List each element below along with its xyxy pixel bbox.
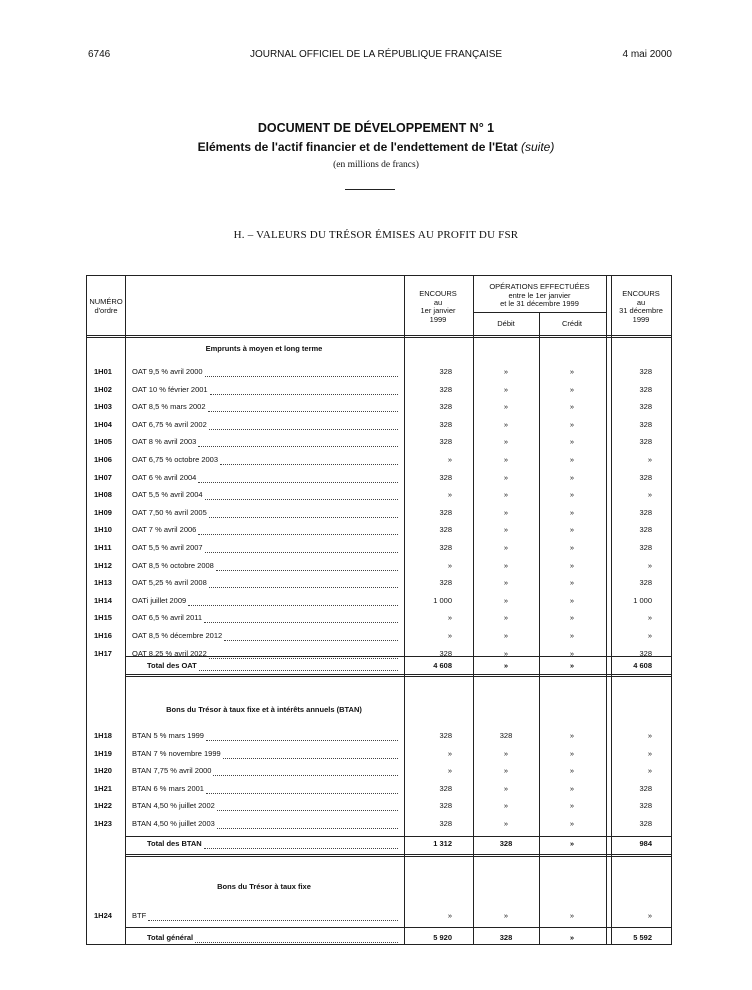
row-credit: » [569, 473, 575, 482]
row-label: OATi juillet 2009 [132, 596, 187, 605]
row-encours-fin: » [647, 631, 652, 640]
row-encours-fin: 328 [639, 437, 652, 446]
leader-dots [198, 446, 398, 448]
leader-dots [199, 670, 398, 672]
row-label: OAT 7,50 % avril 2005 [132, 508, 207, 517]
document-subtitle [0, 140, 752, 154]
page-number: 6746 [88, 49, 111, 60]
leader-dots [209, 429, 398, 431]
header-operations-line: et le 31 décembre 1999 [500, 299, 579, 308]
row-debit: » [503, 508, 509, 517]
row-number: 1H14 [94, 596, 112, 605]
header-bottom-line [87, 335, 671, 336]
total-line [125, 854, 671, 855]
leader-dots [224, 640, 398, 642]
row-encours-fin: 328 [639, 819, 652, 828]
row-number: 1H02 [94, 385, 112, 394]
row-encours-fin: 328 [639, 367, 652, 376]
row-credit: » [569, 613, 575, 622]
header-credit: Crédit [561, 319, 582, 328]
row-label: OAT 6,75 % octobre 2003 [132, 455, 219, 464]
row-encours-debut: 328 [439, 525, 452, 534]
leader-dots [217, 828, 398, 830]
row-label: OAT 8 % avril 2003 [132, 437, 197, 446]
row-label: OAT 8,5 % mars 2002 [132, 402, 206, 411]
row-encours-fin: 328 [639, 578, 652, 587]
row-encours-fin: 328 [639, 525, 652, 534]
row-debit: » [503, 596, 509, 605]
row-credit: » [569, 766, 575, 775]
row-number: 1H08 [94, 490, 112, 499]
row-encours-debut: » [447, 561, 452, 570]
total-encours-fin: 4 608 [633, 661, 652, 670]
row-encours-fin: 328 [639, 385, 652, 394]
row-encours-fin: 328 [639, 402, 652, 411]
row-label: BTAN 7 % novembre 1999 [132, 749, 221, 758]
total-label: Total général [147, 933, 194, 942]
row-debit: » [503, 385, 509, 394]
row-encours-fin: » [647, 490, 652, 499]
title-rule [345, 189, 395, 190]
row-credit: » [569, 543, 575, 552]
row-credit: » [569, 490, 575, 499]
publication-date: 4 mai 2000 [622, 49, 672, 60]
row-debit: » [503, 749, 509, 758]
row-encours-debut: » [447, 613, 452, 622]
row-number: 1H23 [94, 819, 112, 828]
leader-dots [205, 499, 398, 501]
leader-dots [208, 411, 398, 413]
row-label: OAT 8,25 % avril 2022 [132, 649, 207, 658]
row-encours-debut: 328 [439, 385, 452, 394]
row-debit: » [503, 543, 509, 552]
row-number: 1H24 [94, 911, 112, 920]
leader-dots [209, 517, 398, 519]
leader-dots [195, 942, 398, 944]
group-title: Emprunts à moyen et long terme [205, 344, 323, 353]
row-debit: » [503, 525, 509, 534]
col-divider [125, 276, 126, 944]
leader-dots [223, 758, 398, 760]
row-label: OAT 10 % février 2001 [132, 385, 208, 394]
total-debit: 328 [499, 933, 513, 942]
leader-dots [217, 810, 398, 812]
row-debit: » [503, 766, 509, 775]
row-encours-debut: 1 000 [433, 596, 452, 605]
row-label: OAT 8,5 % décembre 2012 [132, 631, 223, 640]
row-encours-debut: 328 [439, 543, 452, 552]
header-numero [86, 298, 126, 315]
row-number: 1H01 [94, 367, 112, 376]
row-number: 1H15 [94, 613, 112, 622]
row-number: 1H06 [94, 455, 112, 464]
row-credit: » [569, 385, 575, 394]
header-encours-fin-line: ENCOURS [622, 289, 660, 298]
total-credit: » [569, 661, 575, 670]
row-number: 1H09 [94, 508, 112, 517]
row-debit: » [503, 801, 509, 810]
row-debit: » [503, 819, 509, 828]
row-number: 1H03 [94, 402, 112, 411]
header-encours-debut [404, 290, 472, 324]
total-encours-debut: 5 920 [433, 933, 452, 942]
row-debit: » [503, 578, 509, 587]
header-encours-fin-line: 1999 [632, 314, 650, 324]
row-encours-fin: 328 [639, 473, 652, 482]
row-credit: » [569, 731, 575, 740]
row-credit: » [569, 801, 575, 810]
row-label: OAT 5,25 % avril 2008 [132, 578, 207, 587]
journal-title: JOURNAL OFFICIEL DE LA RÉPUBLIQUE FRANÇAISE [249, 49, 503, 60]
leader-dots [198, 534, 398, 536]
total-line [125, 836, 671, 837]
total-encours-fin: 5 592 [633, 933, 652, 942]
row-label: OAT 8,5 % octobre 2008 [132, 561, 214, 570]
row-label: BTAN 7,75 % avril 2000 [132, 766, 212, 775]
row-label: BTAN 4,50 % juillet 2003 [132, 819, 215, 828]
row-encours-fin: » [647, 455, 652, 464]
row-debit: 328 [499, 731, 513, 740]
unit-note: (en millions de francs) [333, 160, 419, 170]
row-credit: » [569, 911, 575, 920]
row-credit: » [569, 525, 575, 534]
row-encours-fin: » [647, 731, 652, 740]
row-encours-fin: 328 [639, 508, 652, 517]
header-encours-debut-line: ENCOURS [419, 289, 457, 298]
row-label: BTF [132, 911, 147, 920]
header-operations-line: OPÉRATIONS EFFECTUÉES [489, 282, 590, 291]
row-encours-fin: » [647, 749, 652, 758]
row-encours-debut: » [447, 766, 452, 775]
header-subline [473, 312, 606, 313]
row-label: OAT 5,5 % avril 2004 [132, 490, 203, 499]
row-label: OAT 6,75 % avril 2002 [132, 420, 207, 429]
row-number: 1H05 [94, 437, 112, 446]
row-encours-fin: » [647, 911, 652, 920]
row-encours-debut: 328 [439, 801, 452, 810]
leader-dots [204, 848, 398, 850]
row-credit: » [569, 578, 575, 587]
leader-dots [209, 658, 398, 660]
row-credit: » [569, 402, 575, 411]
total-encours-fin: 984 [639, 839, 652, 848]
row-debit: » [503, 613, 509, 622]
document-title: DOCUMENT DE DÉVELOPPEMENT N° 1 [257, 121, 495, 135]
row-debit: » [503, 455, 509, 464]
row-encours-debut: 328 [439, 578, 452, 587]
row-number: 1H10 [94, 525, 112, 534]
row-label: OAT 6 % avril 2004 [132, 473, 197, 482]
header-numero-line: NUMÉRO [89, 297, 123, 306]
row-number: 1H12 [94, 561, 112, 570]
row-debit: » [503, 367, 509, 376]
row-encours-fin: 1 000 [633, 596, 652, 605]
section-title: H. – VALEURS DU TRÉSOR ÉMISES AU PROFIT DU FSR [233, 229, 519, 241]
row-encours-debut: » [447, 455, 452, 464]
group-title: Bons du Trésor à taux fixe et à intérêts annuels (BTAN) [166, 705, 362, 714]
row-credit: » [569, 508, 575, 517]
row-encours-debut: 328 [439, 649, 452, 658]
header-encours-debut-line: 1er janvier [420, 306, 456, 315]
row-encours-debut: 328 [439, 819, 452, 828]
row-credit: » [569, 649, 575, 658]
row-debit: » [503, 649, 509, 658]
row-encours-fin: 328 [639, 543, 652, 552]
leader-dots [216, 570, 398, 572]
row-debit: » [503, 490, 509, 499]
row-credit: » [569, 367, 575, 376]
row-debit: » [503, 473, 509, 482]
total-credit: » [569, 839, 575, 848]
subtitle-text: Eléments de l'actif financier et de l'endettement de l'Etat [197, 140, 518, 154]
row-encours-fin: 328 [639, 784, 652, 793]
row-encours-debut: » [447, 631, 452, 640]
row-credit: » [569, 420, 575, 429]
leader-dots [209, 587, 398, 589]
row-label: OAT 7 % avril 2006 [132, 525, 197, 534]
row-label: BTAN 6 % mars 2001 [132, 784, 204, 793]
row-label: BTAN 4,50 % juillet 2002 [132, 801, 215, 810]
total-line [125, 674, 671, 675]
row-encours-fin: » [647, 561, 652, 570]
row-encours-debut: 328 [439, 420, 452, 429]
row-debit: » [503, 911, 509, 920]
row-credit: » [569, 455, 575, 464]
row-label: OAT 6,5 % avril 2011 [132, 613, 203, 622]
row-debit: » [503, 402, 509, 411]
col-divider [606, 276, 607, 944]
header-numero-line: d'ordre [94, 305, 118, 315]
row-encours-debut: 328 [439, 473, 452, 482]
leader-dots [205, 376, 398, 378]
row-number: 1H18 [94, 731, 112, 740]
total-encours-debut: 1 312 [433, 839, 452, 848]
row-number: 1H07 [94, 473, 112, 482]
header-encours-fin-line: 31 décembre [619, 306, 663, 315]
row-number: 1H20 [94, 766, 112, 775]
total-encours-debut: 4 608 [433, 661, 452, 670]
row-number: 1H13 [94, 578, 112, 587]
leader-dots [210, 394, 398, 396]
subtitle-suite: (suite) [520, 140, 555, 154]
row-number: 1H21 [94, 784, 112, 793]
leader-dots [188, 605, 398, 607]
row-encours-fin: » [647, 766, 652, 775]
row-encours-fin: 328 [639, 801, 652, 810]
leader-dots [198, 482, 398, 484]
leader-dots [204, 622, 398, 624]
total-credit: » [569, 933, 575, 942]
row-encours-debut: 328 [439, 508, 452, 517]
row-debit: » [503, 420, 509, 429]
group-title: Bons du Trésor à taux fixe [217, 882, 311, 891]
row-label: OAT 5,5 % avril 2007 [132, 543, 203, 552]
leader-dots [205, 552, 398, 554]
leader-dots [206, 793, 398, 795]
total-label: Total des OAT [147, 661, 197, 670]
row-encours-debut: 328 [439, 784, 452, 793]
row-debit: » [503, 631, 509, 640]
row-encours-fin: 328 [639, 420, 652, 429]
row-credit: » [569, 437, 575, 446]
row-encours-debut: » [447, 911, 452, 920]
header-operations-line: entre le 1er janvier [508, 290, 571, 300]
row-label: OAT 9,5 % avril 2000 [132, 367, 203, 376]
row-credit: » [569, 784, 575, 793]
row-number: 1H22 [94, 801, 112, 810]
row-credit: » [569, 819, 575, 828]
row-credit: » [569, 749, 575, 758]
row-encours-debut: 328 [439, 437, 452, 446]
row-number: 1H16 [94, 631, 112, 640]
row-credit: » [569, 561, 575, 570]
row-credit: » [569, 631, 575, 640]
row-debit: » [503, 561, 509, 570]
row-number: 1H11 [94, 543, 112, 552]
header-encours-debut-line: 1999 [429, 314, 447, 324]
total-debit: » [503, 661, 509, 670]
row-encours-debut: 328 [439, 731, 452, 740]
total-line [125, 927, 671, 928]
leader-dots [206, 740, 398, 742]
row-encours-debut: 328 [439, 367, 452, 376]
header-operations [473, 283, 606, 309]
row-debit: » [503, 437, 509, 446]
row-credit: » [569, 596, 575, 605]
row-number: 1H04 [94, 420, 112, 429]
row-debit: » [503, 784, 509, 793]
total-line [125, 856, 671, 857]
header-debit: Débit [497, 319, 515, 328]
row-encours-fin: 328 [639, 649, 652, 658]
row-encours-debut: 328 [439, 402, 452, 411]
header-bottom-line [87, 337, 671, 338]
row-encours-debut: » [447, 490, 452, 499]
row-encours-fin: » [647, 613, 652, 622]
row-number: 1H19 [94, 749, 112, 758]
total-line [125, 676, 671, 677]
leader-dots [220, 464, 398, 466]
leader-dots [148, 920, 398, 922]
row-encours-debut: » [447, 749, 452, 758]
total-label: Total des BTAN [147, 839, 202, 848]
total-debit: 328 [499, 839, 513, 848]
header-encours-debut-line: au [433, 297, 443, 307]
leader-dots [213, 775, 398, 777]
header-encours-fin [610, 290, 672, 324]
row-label: BTAN 5 % mars 1999 [132, 731, 204, 740]
header-encours-fin-line: au [636, 297, 646, 307]
row-number: 1H17 [94, 649, 112, 658]
